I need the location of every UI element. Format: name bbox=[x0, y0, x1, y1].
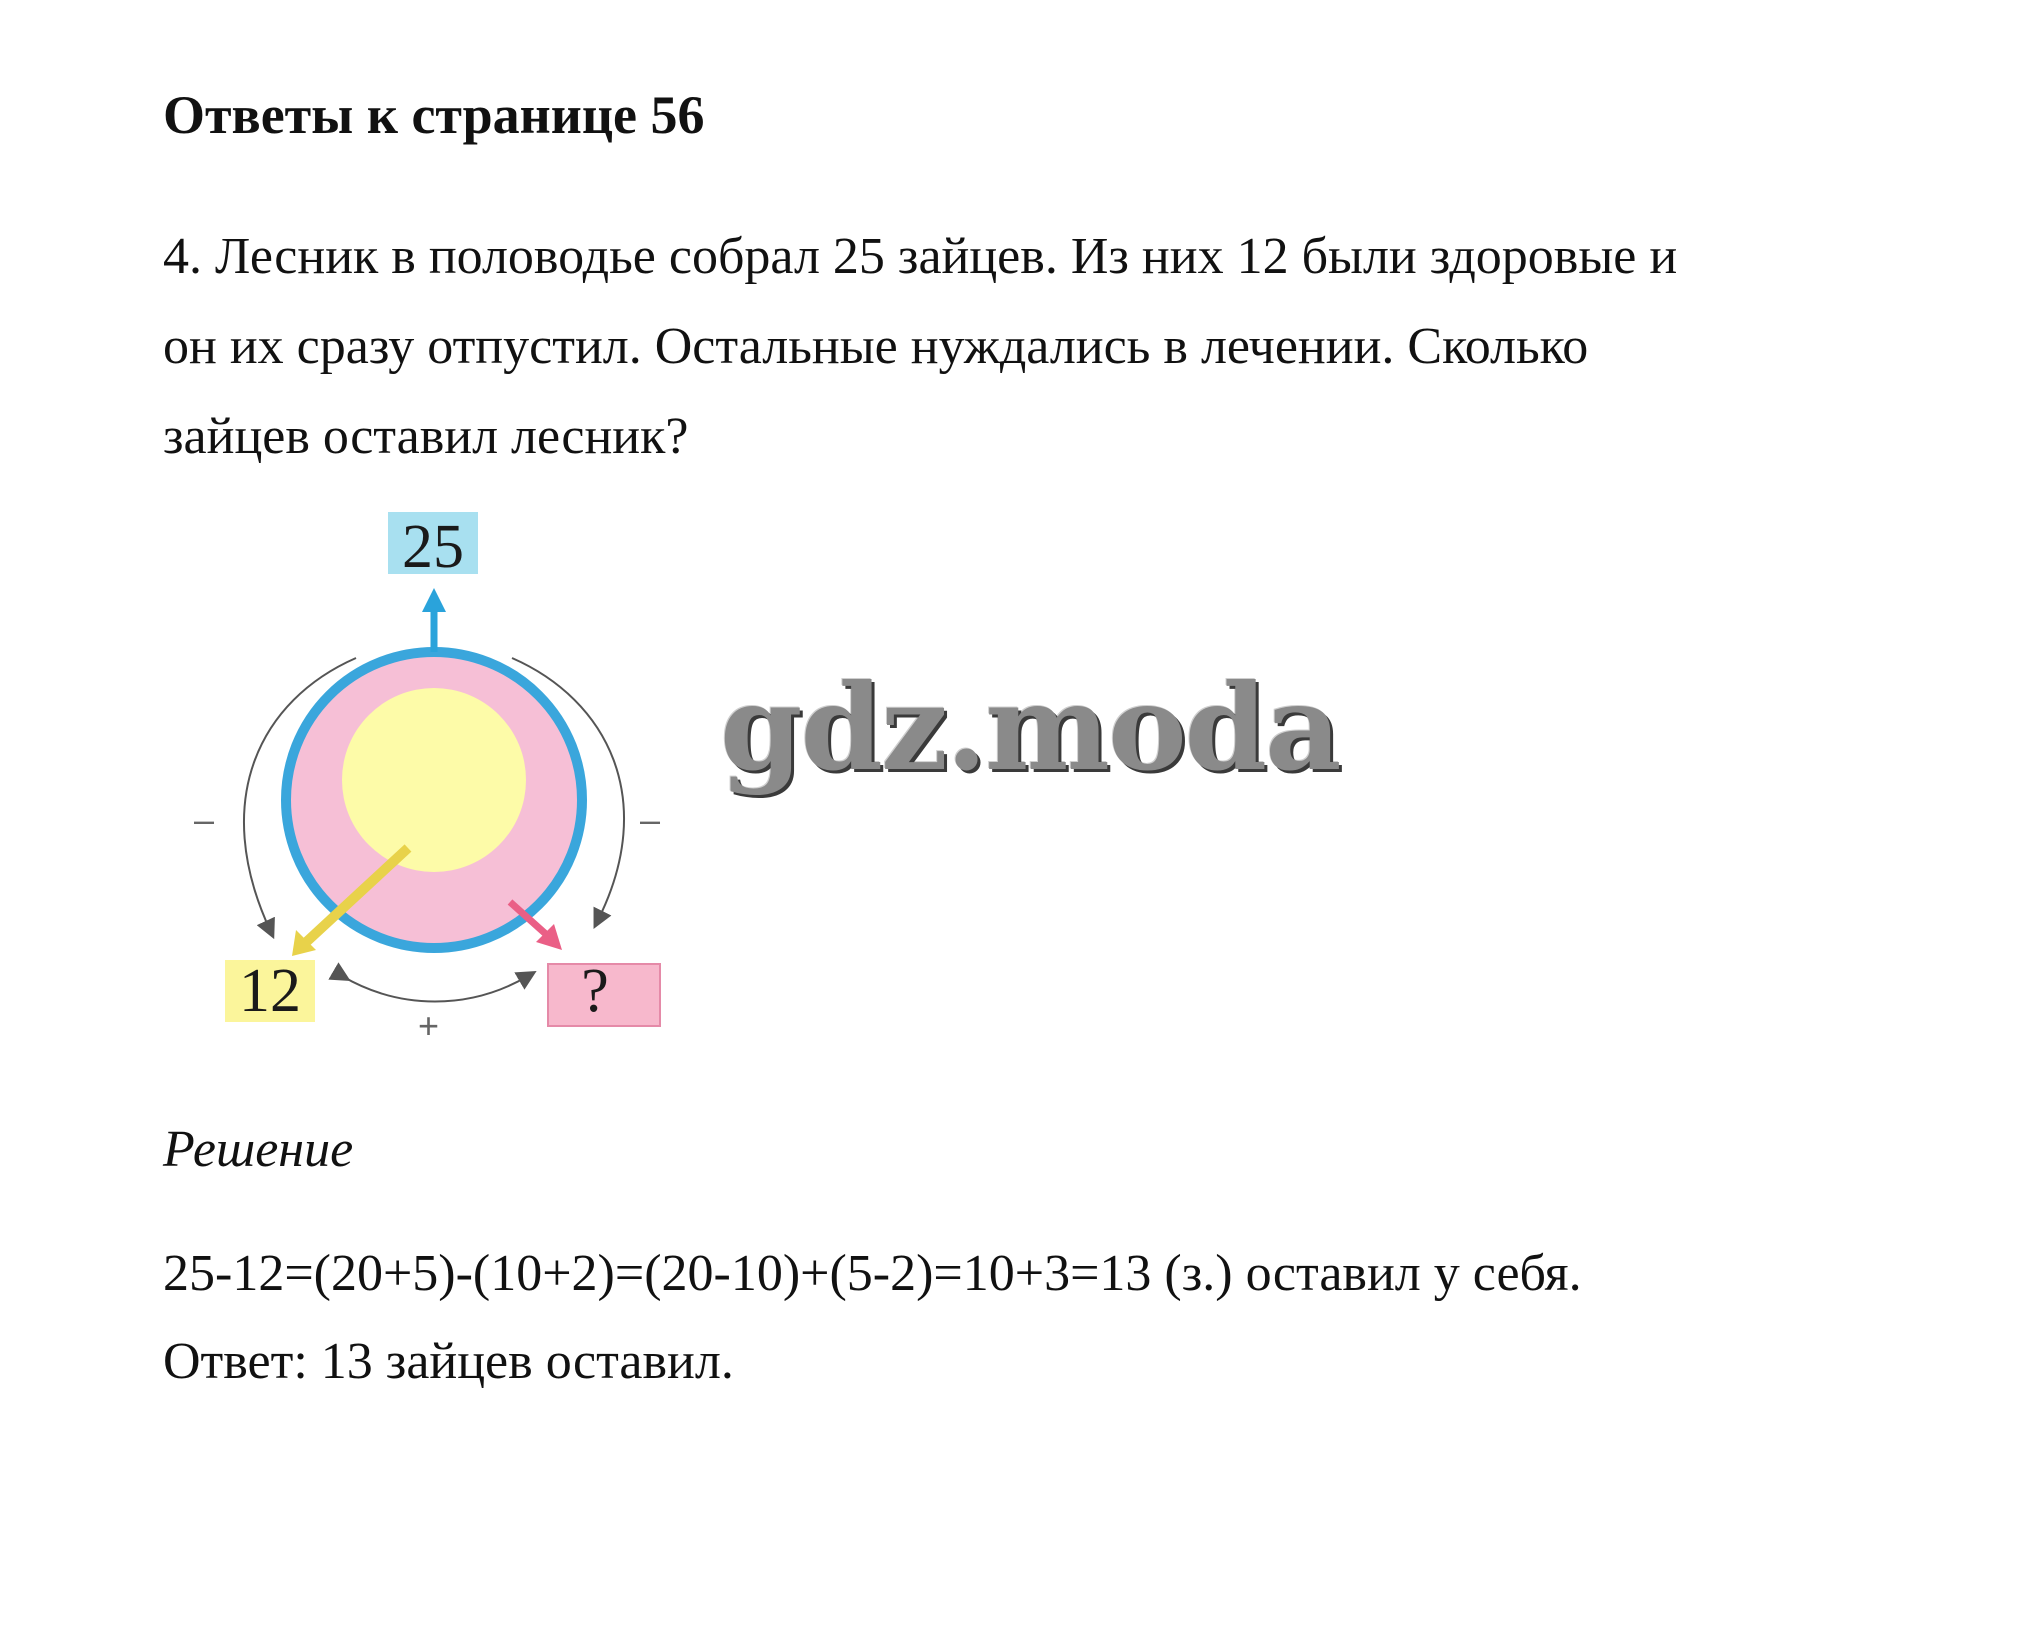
unknown-part-label: ? bbox=[581, 957, 609, 1025]
solution-line: 25-12=(20+5)-(10+2)=(20-10)+(5-2)=10+3=13 (з.) оставил у себя. bbox=[163, 1245, 1582, 1302]
arrow-up-head bbox=[422, 588, 446, 612]
inner-circle bbox=[342, 688, 526, 872]
total-label: 25 bbox=[402, 513, 464, 581]
problem-line: 4. Лесник в половодье собрал 25 зайцев. Из них 12 были здоровые и bbox=[163, 228, 1678, 285]
problem-text bbox=[163, 212, 1923, 482]
watermark: gdz.moda bbox=[720, 658, 1340, 797]
solution-text bbox=[163, 1230, 1582, 1406]
answer-line: Ответ: 13 зайцев оставил. bbox=[163, 1333, 734, 1390]
problem-line: он их сразу отпустил. Остальные нуждались в лечении. Сколько bbox=[163, 318, 1589, 375]
part-whole-diagram bbox=[170, 500, 760, 1070]
solution-heading: Решение bbox=[163, 1121, 354, 1178]
problem-line: зайцев оставил лесник? bbox=[163, 408, 689, 465]
minus-sign-right: – bbox=[640, 799, 661, 840]
minus-sign-left: – bbox=[194, 799, 215, 840]
plus-sign-bottom: + bbox=[418, 1005, 440, 1046]
known-part-label: 12 bbox=[239, 957, 301, 1025]
arc-bottom bbox=[342, 976, 528, 1002]
page-title: Ответы к странице 56 bbox=[163, 85, 705, 145]
